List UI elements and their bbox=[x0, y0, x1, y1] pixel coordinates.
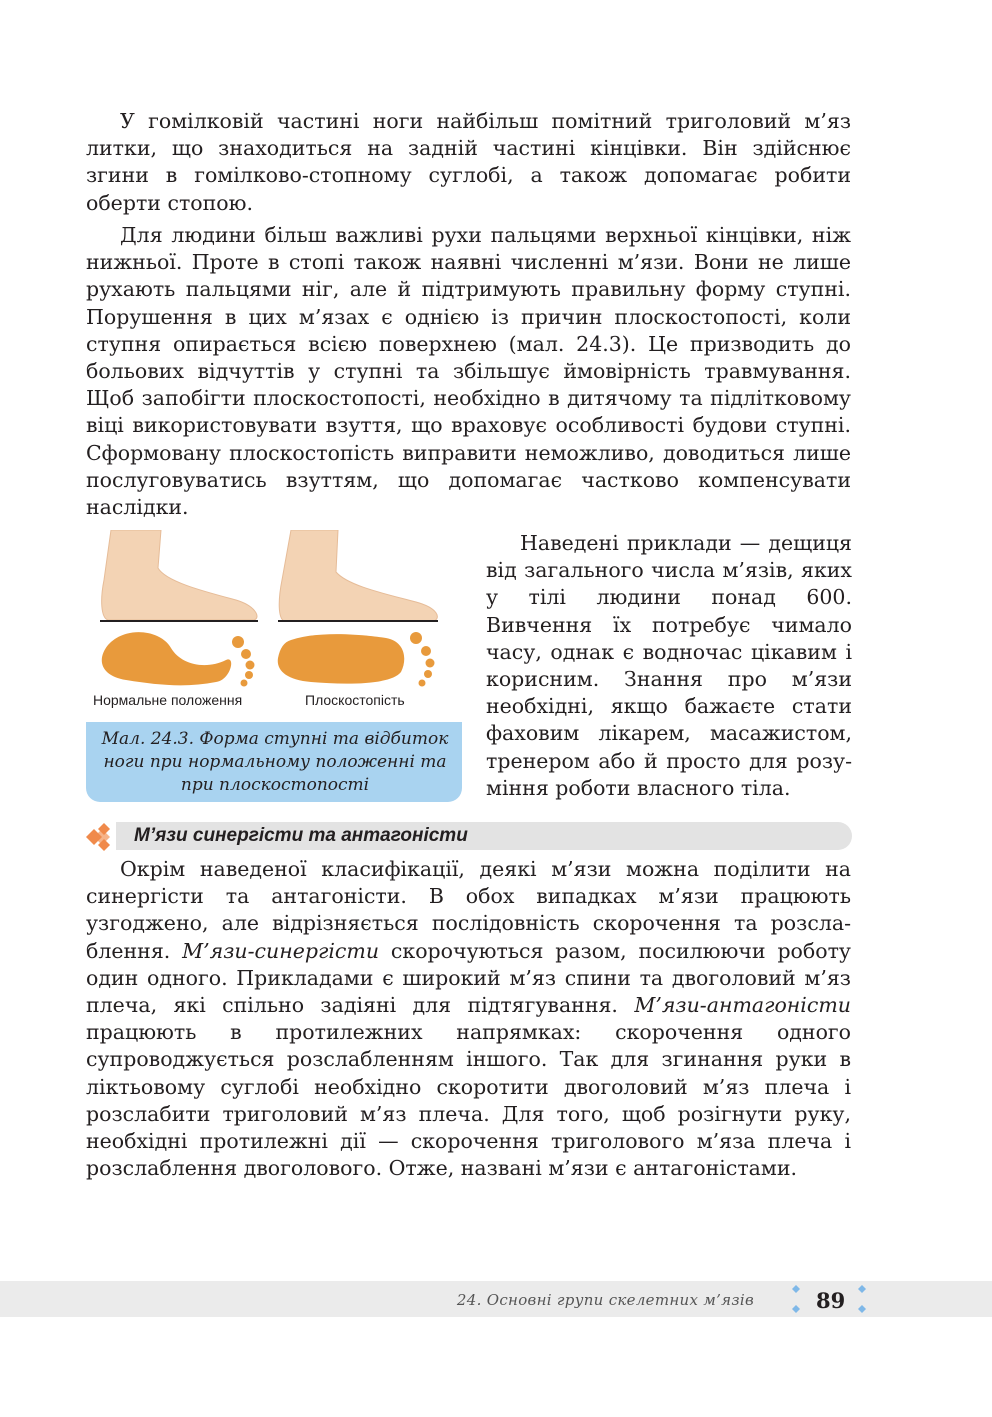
paragraph-calf-muscle: У гомілковій частині ноги найбільш помітний триголовий м’яз литки, що знаходиться на задній частині кінцівки. Він здійснює згини в гомілково-стопному суглобі, а також допомагає робити оберти стопою. bbox=[86, 109, 851, 215]
text-segment: скорочуються разом, посилюючи роботу один одного. Прикладами є широкий м’яз спини та двоголовий м’яз плеча, які спільно задіяні для підтягування. bbox=[86, 938, 851, 1018]
text-segment: працюють в протилежних напрямках: скорочення одного супроводжується розслабленням іншого. Так для згинання руки в ліктьовому суглобі необхідно скоротити двоголовий м’яз плеча і розслабити триголовий м’яз плеча. Для того, щоб розігнути руку, необхідні протилежні дії — скорочення триголового м’яза плеча і розслаблення двоголового. Отже, названі м’язи є антагоністами. bbox=[86, 1020, 851, 1181]
term-antagonists: М’язи-антагоністи bbox=[634, 993, 851, 1018]
diamond-bullet-icon bbox=[84, 822, 120, 852]
text-segment: Окрім наведеної класифікації, деякі м’язи можна поділити на синергісти та антагоністи. В обох випадках м’язи працюють узгоджено, але відрізняється послідовність скорочення та розслаблення. bbox=[86, 857, 851, 963]
flat-foot-image bbox=[278, 530, 438, 687]
figure-caption: Мал. 24.3. Форма ступні та відбиток ноги при нормальному положенні та при плоскостопості bbox=[86, 722, 462, 802]
page-number: 89 bbox=[816, 1288, 846, 1313]
normal-foot-image bbox=[100, 530, 258, 687]
term-synergists: М’язи-синергісти bbox=[182, 938, 380, 963]
paragraph-foot-muscles: Для людини більш важливі рухи пальцями верхньої кінцівки, ніж нижньої. Проте в стопі також наявні численні м’язи. Вони не лише рухають пальцями ніг, але й підтримують правильну форму ступні. Порушення в цих м’язах є однією із причин плоскостопості, коли ступня опирається всією поверхнею (мал. 24.3). Це призводить до больових відчуттів у ступні та збільшує ймовірність травмування. Щоб запобігти плоскостопості, необхідно в дитячому та підлітковому віці використовувати взуття, що враховує особливості будови ступні. Сформовану плоскостопість виправити неможливо, доводиться лише послуговуватись взуттям, що допомагає частково компенсувати наслідки. bbox=[86, 223, 851, 520]
section-heading: М’язи синергісти та антагоністи bbox=[134, 825, 468, 846]
footer-chapter-title: 24. Основні групи скелетних м’язів bbox=[456, 1291, 754, 1309]
paragraph-synergists-antagonists bbox=[86, 856, 851, 1182]
label-flat-foot: Плоскостопість bbox=[305, 692, 405, 708]
paragraph-muscle-count: Наведені приклади — дещиця від загального числа м’язів, яких у тілі людини понад 600. Вивчення їх потребує чимало часу, однак є водночас цікавим і корисним. Знання про м’язи необхідні, якщо бажаєте стати фаховим лікарем, масажистом, тренером або й просто для розуміння роботи власного тіла. bbox=[486, 531, 852, 800]
label-normal-position: Нормальне положення bbox=[93, 692, 243, 708]
foot-illustration bbox=[86, 530, 462, 690]
